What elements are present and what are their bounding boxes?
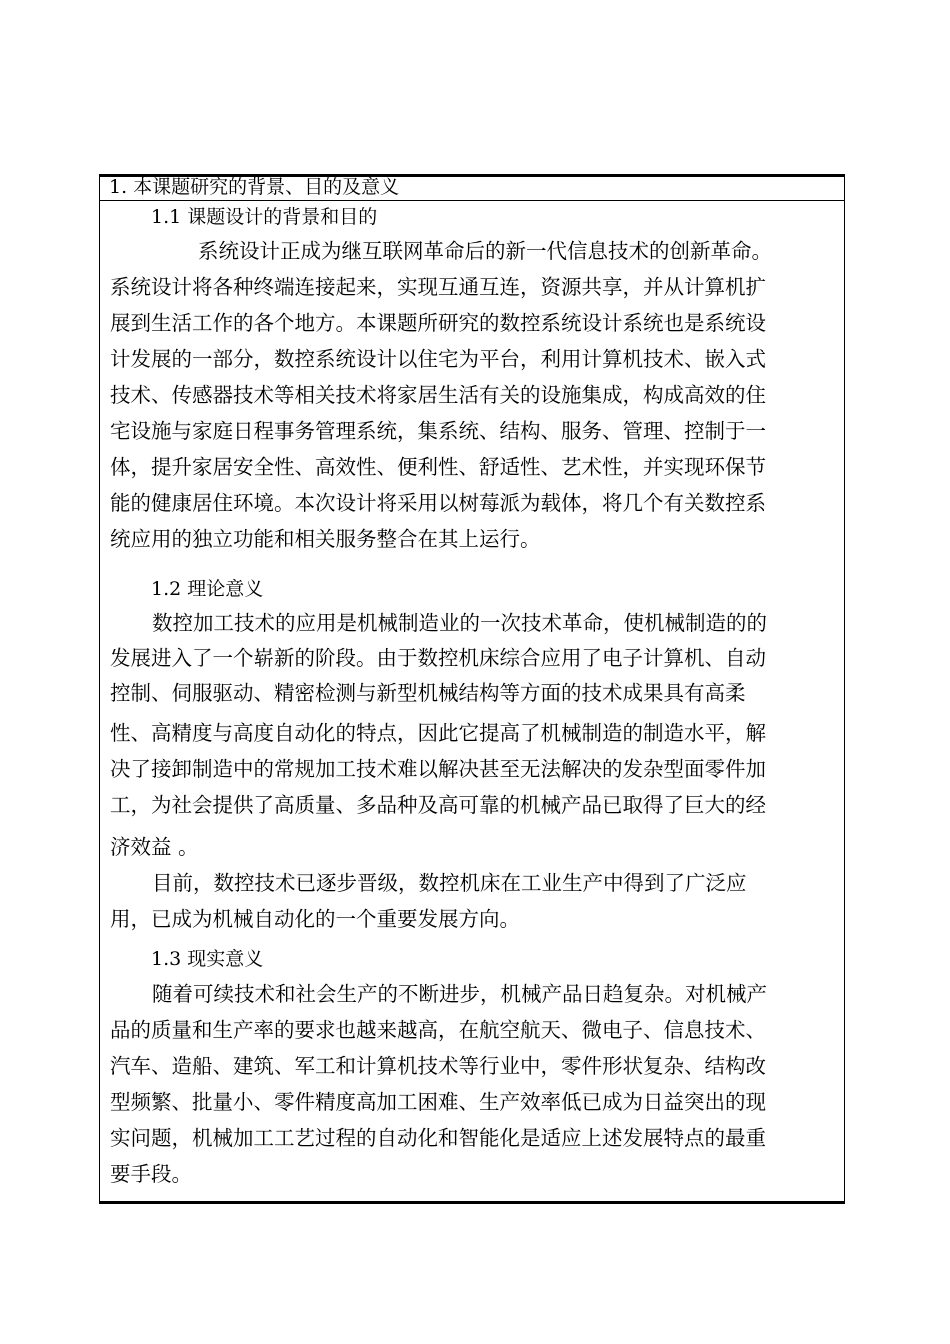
paragraph-line: 宅设施与家庭日程事务管理系统，集系统、结构、服务、管理、控制于一 xyxy=(110,419,766,443)
section-header-row xyxy=(100,177,844,201)
paragraph-line: 品的质量和生产率的要求也越来越高，在航空航天、微电子、信息技术、 xyxy=(110,1018,766,1042)
paragraph-line: 统应用的独立功能和相关服务整合在其上运行。 xyxy=(110,527,541,551)
paragraph-line: 汽车、造船、建筑、军工和计算机技术等行业中，零件形状复杂、结构改 xyxy=(110,1054,766,1078)
content-table xyxy=(99,174,845,1204)
paragraph-line: 型频繁、批量小、零件精度高加工困难、生产效率低已成为日益突出的现 xyxy=(110,1090,766,1114)
paragraph-line: 展到生活工作的各个地方。本课题所研究的数控系统设计系统也是系统设 xyxy=(110,311,766,335)
paragraph-line: 数控加工技术的应用是机械制造业的一次技术革命，使机械制造的的 xyxy=(152,611,767,635)
paragraph-line: 技术、传感器技术等相关技术将家居生活有关的设施集成，构成高效的住 xyxy=(110,383,766,407)
paragraph-line: 发展进入了一个崭新的阶段。由于数控机床综合应用了电子计算机、自动 xyxy=(110,646,766,670)
paragraph-line: 系统设计将各种终端连接起来，实现互通互连，资源共享，并从计算机扩 xyxy=(110,275,766,299)
paragraph-line: 能的健康居住环境。本次设计将采用以树莓派为载体，将几个有关数控系 xyxy=(110,491,766,515)
paragraph-line: 性、高精度与高度自动化的特点，因此它提高了机械制造的制造水平，解 xyxy=(110,721,766,745)
paragraph-line: 计发展的一部分，数控系统设计以住宅为平台，利用计算机技术、嵌入式 xyxy=(110,347,766,371)
paragraph-line: 工，为社会提供了高质量、多品种及高可靠的机械产品已取得了巨大的经 xyxy=(110,793,766,817)
paragraph-line: 济效益 。 xyxy=(110,835,199,859)
paragraph-line: 目前，数控技术已逐步晋级，数控机床在工业生产中得到了广泛应 xyxy=(152,871,747,895)
paragraph-line: 要手段。 xyxy=(110,1162,192,1186)
section-title: 1. 本课题研究的背景、目的及意义 xyxy=(109,176,400,198)
paragraph-line: 控制、伺服驱动、精密检测与新型机械结构等方面的技术成果具有高柔 xyxy=(110,681,746,705)
subsection-heading-1-1: 1.1 课题设计的背景和目的 xyxy=(151,206,378,228)
paragraph-line: 实问题，机械加工工艺过程的自动化和智能化是适应上述发展特点的最重 xyxy=(110,1126,766,1150)
paragraph-line: 用，已成为机械自动化的一个重要发展方向。 xyxy=(110,907,520,931)
paragraph-line: 体，提升家居安全性、高效性、便利性、舒适性、艺术性，并实现环保节 xyxy=(110,455,766,479)
paragraph-line: 随着可续技术和社会生产的不断进步，机械产品日趋复杂。对机械产 xyxy=(152,982,767,1006)
paragraph-line: 系统设计正成为继互联网革命后的新一代信息技术的创新革命。 xyxy=(198,239,772,263)
subsection-heading-1-3: 1.3 现实意义 xyxy=(151,948,264,970)
subsection-heading-1-2: 1.2 理论意义 xyxy=(151,578,264,600)
paragraph-line: 决了接卸制造中的常规加工技术难以解决甚至无法解决的发杂型面零件加 xyxy=(110,757,766,781)
